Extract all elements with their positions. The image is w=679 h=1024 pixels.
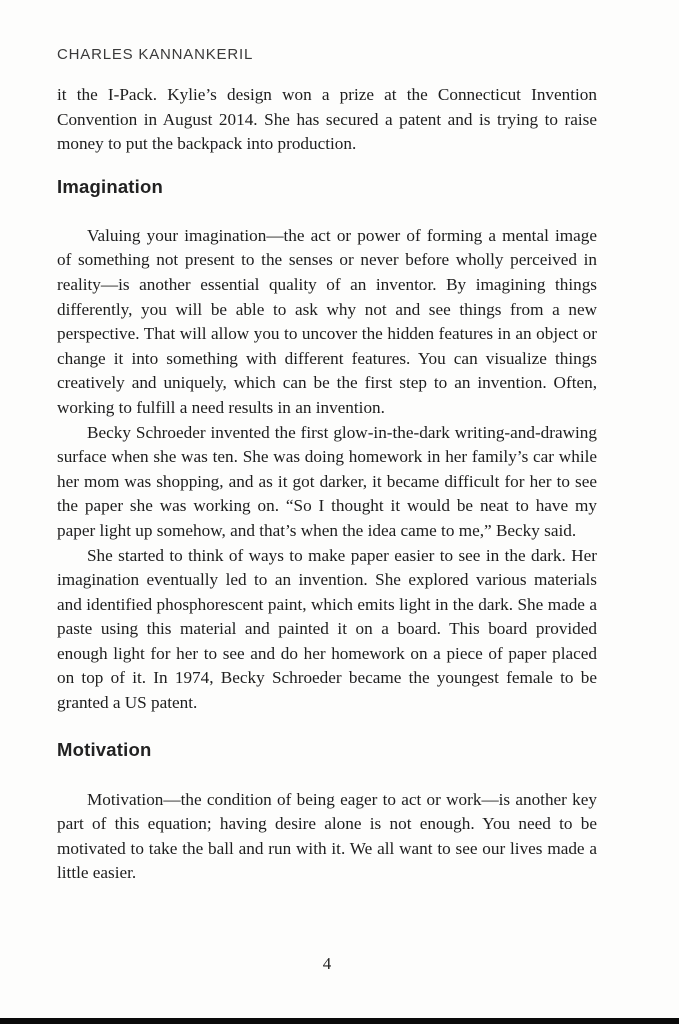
paragraph: Becky Schroeder invented the first glow-in-the-dark writing-and-drawing surface when she was ten. She was doing homework in her family’s car while her mom was shopping, and as it got darker, it became difficult for her to see the paper she was working on. “So I thought it would be neat to have my paper light up somehow, and that’s when the idea came to me,” Becky said. (57, 422, 597, 540)
paragraph: Valuing your imagination—the act or power of forming a mental image of something not present to the senses or never before wholly perceived in reality—is another essential quality of an inventor. By imagining things differently, you will be able to ask why not and see things from a new perspective. That will allow you to uncover the hidden features in an object or change it into something with different features. You can visualize things creatively and uniquely, which can be the first step to an invention. Often, working to fulfill a need results in an invention. (57, 225, 597, 417)
scan-bottom-edge-bar (0, 1018, 679, 1024)
section-heading-motivation: Motivation (57, 738, 152, 760)
section-heading-imagination: Imagination (57, 175, 164, 197)
page-number: 4 (322, 954, 332, 973)
text-column (57, 0, 597, 886)
paragraph: She started to think of ways to make paper easier to see in the dark. Her imagination eventually led to an invention. She explored various materials and identified phosphorescent paint, which emits light in the dark. She made a paste using this material and painted it on a board. This board provided enough light for her to see and do her homework on a piece of paper placed on top of it. In 1974, Becky Schroeder became the youngest female to be granted a US patent. (57, 545, 597, 713)
intro-paragraph: it the I-Pack. Kylie’s design won a prize at the Connecticut Invention Convention in August 2014. She has secured a patent and is trying to raise money to put the backpack into production. (57, 85, 597, 154)
running-header: CHARLES KANNANKERIL (57, 46, 254, 63)
paragraph: Motivation—the condition of being eager to act or work—is another key part of this equation; having desire alone is not enough. You need to be motivated to take the ball and run with it. We all want to see our lives made a little easier. (57, 789, 597, 883)
